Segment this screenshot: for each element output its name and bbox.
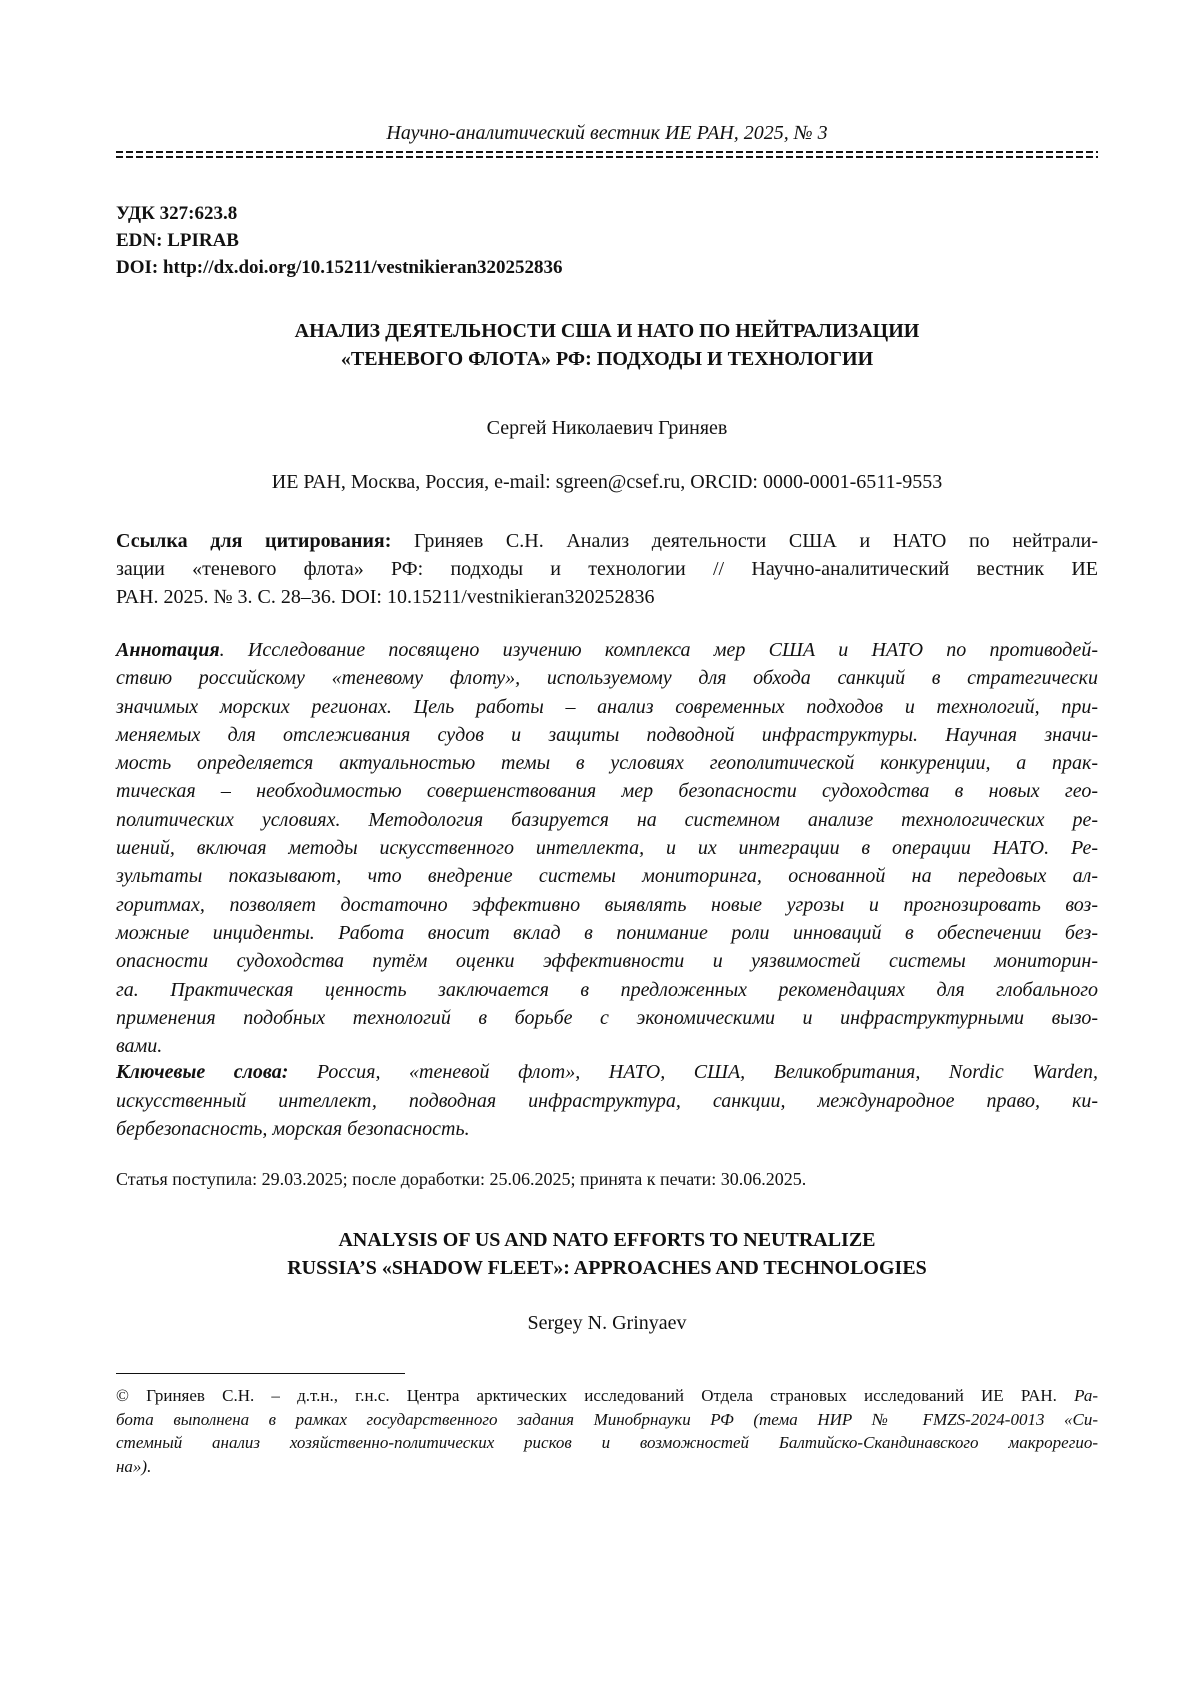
abstract-line: ствию российскому «теневому флоту», используемому для обхода санкций в стратегически (116, 667, 1098, 690)
abstract-block (116, 636, 1098, 1060)
title-ru-line-1: АНАЛИЗ ДЕЯТЕЛЬНОСТИ США И НАТО ПО НЕЙТРАЛИЗАЦИИ (294, 320, 920, 342)
keywords-line: Ключевые слова: Россия, «теневой флот», НАТО, США, Великобритания, Nordic Warden, (116, 1061, 1098, 1083)
article-title-en (116, 1226, 1098, 1282)
abstract-line: га. Практическая ценность заключается в предложенных рекомендациях для глобального (116, 978, 1098, 1001)
citation-block (116, 527, 1098, 611)
citation-label: Ссылка для цитирования: (116, 530, 392, 552)
citation-line-3: РАН. 2025. № 3. С. 28–36. DOI: 10.15211/vestnikieran320252836 (116, 586, 655, 608)
footnote-line: © Гриняев С.Н. – д.т.н., г.н.с. Центра арктических исследований Отдела страновых исследований ИЕ РАН. Ра- (116, 1386, 1098, 1405)
abstract-line: мость определяется актуальностью темы в условиях геополитической конкуренции, а прак- (116, 752, 1098, 775)
footnote-line: стемный анализ хозяйственно-политических рисков и возможностей Балтийско-Скандинавского макрорегио- (116, 1433, 1098, 1452)
abstract-label: Аннотация (116, 639, 220, 661)
udk-code: УДК 327:623.8 (116, 203, 238, 224)
title-en-line-2: RUSSIA’S «SHADOW FLEET»: APPROACHES AND TECHNOLOGIES (287, 1257, 927, 1279)
title-ru-line-2: «ТЕНЕВОГО ФЛОТА» РФ: ПОДХОДЫ И ТЕХНОЛОГИИ (340, 348, 874, 370)
citation-line-1: Ссылка для цитирования: Гриняев С.Н. Анализ деятельности США и НАТО по нейтрали- (116, 530, 1098, 552)
abstract-line: горитмах, позволяет достаточно эффективно выявлять новые угрозы и прогнозировать воз- (116, 893, 1098, 916)
author-name-ru: Сергей Николаевич Гриняев (486, 417, 728, 439)
footnote-line: бота выполнена в рамках государственного задания Минобрнауки РФ (тема НИР № FMZS-2024-0013 «Си- (116, 1409, 1098, 1429)
abstract-line: применения подобных технологий в борьбе с экономическими и инфраструктурными вызо- (116, 1006, 1098, 1029)
article-title-ru (116, 317, 1098, 373)
keywords-line: бербезопасность, морская безопасность. (116, 1118, 470, 1140)
author-affiliation: ИЕ РАН, Москва, Россия, e-mail: sgreen@csef.ru, ORCID: 0000-0001-6511-9553 (271, 471, 943, 493)
footnote-separator (116, 1373, 405, 1374)
keywords-block (116, 1058, 1098, 1144)
citation-line-2: зации «теневого флота» РФ: подходы и технологии // Научно-аналитический вестник ИЕ (116, 558, 1098, 580)
abstract-line: шений, включая методы искусственного интеллекта, и их интеграции в операции НАТО. Ре- (116, 837, 1098, 860)
article-identifiers (116, 200, 1098, 281)
article-dates: Статья поступила: 29.03.2025; после доработки: 25.06.2025; принята к печати: 30.06.2025. (116, 1169, 807, 1189)
abstract-line: значимых морских регионах. Цель работы – анализ современных подходов и технологий, при- (116, 695, 1098, 718)
edn-code: EDN: LPIRAB (116, 230, 239, 251)
abstract-line: меняемых для отслеживания судов и защиты подводной инфраструктуры. Научная значи- (116, 723, 1098, 746)
author-name-en: Sergey N. Grinyaev (527, 1312, 687, 1334)
abstract-line: вами. (116, 1035, 163, 1058)
running-header: Научно-аналитический вестник ИЕ РАН, 2025, № 3 (386, 122, 828, 144)
header-double-dashed-rule (116, 150, 1098, 160)
footnote-line: на»). (116, 1456, 152, 1476)
footnote (116, 1384, 1098, 1478)
abstract-line: зультаты показывают, что внедрение системы мониторинга, основанной на передовых ал- (116, 865, 1098, 888)
abstract-line: политических условиях. Методология базируется на системном анализе технологических ре- (116, 808, 1098, 831)
abstract-line: Аннотация. Исследование посвящено изучению комплекса мер США и НАТО по противодей- (116, 639, 1098, 661)
title-en-line-1: ANALYSIS OF US AND NATO EFFORTS TO NEUTRALIZE (338, 1229, 876, 1251)
keywords-label: Ключевые слова: (116, 1061, 289, 1083)
abstract-line: тическая – необходимостью совершенствования мер безопасности судоходства в новых гео- (116, 780, 1098, 803)
abstract-line: можные инциденты. Работа вносит вклад в понимание роли инноваций в обеспечении без- (116, 921, 1098, 944)
doi-link[interactable]: DOI: http://dx.doi.org/10.15211/vestnikieran320252836 (116, 257, 563, 278)
abstract-line: опасности судоходства путём оценки эффективности и уязвимостей системы мониторин- (116, 950, 1098, 973)
keywords-line: искусственный интеллект, подводная инфраструктура, санкции, международное право, ки- (116, 1089, 1098, 1112)
